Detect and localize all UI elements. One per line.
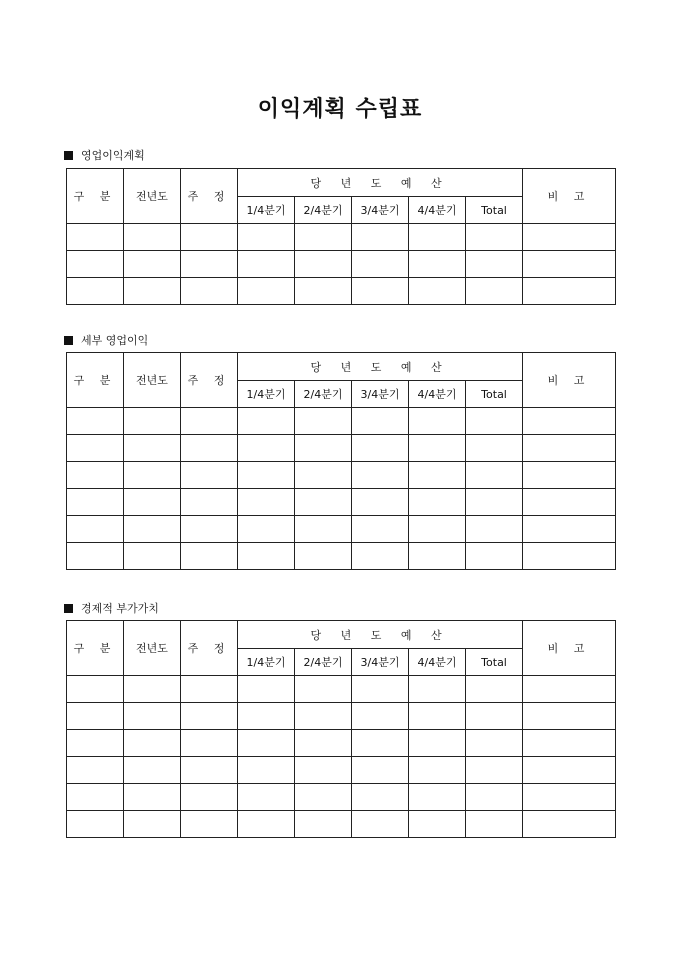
table-cell[interactable] [409,489,466,516]
section-title: 영업이익계획 [81,149,145,162]
table-cell[interactable] [352,676,409,703]
table-cell[interactable] [466,489,523,516]
table-cell[interactable] [466,435,523,462]
header-prev-year: 전년도 [124,621,181,676]
table-cell[interactable] [238,730,295,757]
table-cell[interactable] [523,224,616,251]
table-cell[interactable] [238,435,295,462]
table-cell[interactable] [67,703,124,730]
operating-profit-plan-table [66,168,616,305]
table-cell[interactable] [238,703,295,730]
table-cell[interactable] [124,435,181,462]
table-cell[interactable] [523,489,616,516]
table-cell[interactable] [67,730,124,757]
table-cell[interactable] [523,462,616,489]
table-row [67,516,616,543]
table-cell[interactable] [409,516,466,543]
table-cell[interactable] [67,811,124,838]
table-cell[interactable] [238,278,295,305]
header-estimate: 주 정 [181,353,238,408]
table-cell[interactable] [124,251,181,278]
table-cell[interactable] [295,278,352,305]
table-cell[interactable] [295,224,352,251]
table-cell[interactable] [466,224,523,251]
table-cell[interactable] [67,489,124,516]
table-cell[interactable] [124,730,181,757]
table-cell[interactable] [181,435,238,462]
table-cell[interactable] [181,489,238,516]
table-cell[interactable] [238,811,295,838]
table-cell[interactable] [466,408,523,435]
header-category: 구 분 [67,621,124,676]
table-cell[interactable] [295,516,352,543]
header-prev-year: 전년도 [124,169,181,224]
table-cell[interactable] [523,730,616,757]
header-total: Total [466,197,523,224]
table-cell[interactable] [466,543,523,570]
table-cell[interactable] [466,516,523,543]
table-cell[interactable] [466,676,523,703]
table-cell[interactable] [409,408,466,435]
table-cell[interactable] [352,489,409,516]
table-row [67,251,616,278]
table-row [67,676,616,703]
table-cell[interactable] [409,543,466,570]
table-cell[interactable] [124,676,181,703]
table-cell[interactable] [352,784,409,811]
table-row [67,462,616,489]
table-cell[interactable] [67,784,124,811]
header-q4: 4/4분기 [409,197,466,224]
table-cell[interactable] [352,703,409,730]
section-title: 경제적 부가가치 [81,602,159,615]
table-cell[interactable] [67,251,124,278]
table-cell[interactable] [352,278,409,305]
table-cell[interactable] [409,224,466,251]
table-cell[interactable] [67,757,124,784]
table-cell[interactable] [238,224,295,251]
table-cell[interactable] [181,543,238,570]
table-row [67,224,616,251]
square-bullet-icon [64,151,73,160]
section-label-operating-profit-plan [64,147,145,163]
table-cell[interactable] [295,408,352,435]
table-cell[interactable] [409,278,466,305]
table-cell[interactable] [295,462,352,489]
section-label-detailed-operating-profit [64,332,148,348]
header-q1: 1/4분기 [238,197,295,224]
table-cell[interactable] [352,516,409,543]
header-q3: 3/4분기 [352,381,409,408]
table-cell[interactable] [409,730,466,757]
table-cell[interactable] [181,757,238,784]
table-cell[interactable] [295,784,352,811]
table-cell[interactable] [181,811,238,838]
table-cell[interactable] [181,408,238,435]
table-cell[interactable] [295,757,352,784]
table-row [67,811,616,838]
header-q1: 1/4분기 [238,649,295,676]
table-cell[interactable] [124,543,181,570]
table-cell[interactable] [295,435,352,462]
header-category: 구 분 [67,169,124,224]
table-cell[interactable] [352,224,409,251]
header-q3: 3/4분기 [352,649,409,676]
table-cell[interactable] [523,811,616,838]
table-row [67,543,616,570]
table-cell[interactable] [409,676,466,703]
table-cell[interactable] [409,811,466,838]
header-q1: 1/4분기 [238,381,295,408]
table-cell[interactable] [523,703,616,730]
table-cell[interactable] [124,224,181,251]
table-cell[interactable] [523,516,616,543]
table-cell[interactable] [295,730,352,757]
table-cell[interactable] [409,462,466,489]
page-title: 이익계획 수립표 [257,97,423,122]
table-row [67,703,616,730]
table-cell[interactable] [67,435,124,462]
header-q2: 2/4분기 [295,197,352,224]
table-cell[interactable] [67,516,124,543]
table-cell[interactable] [238,757,295,784]
table-cell[interactable] [181,703,238,730]
square-bullet-icon [64,336,73,345]
table-cell[interactable] [238,543,295,570]
table-cell[interactable] [466,703,523,730]
table-cell[interactable] [238,462,295,489]
detailed-operating-profit-table [66,352,616,570]
table-cell[interactable] [238,251,295,278]
table-cell[interactable] [238,784,295,811]
table-cell[interactable] [523,435,616,462]
header-q2: 2/4분기 [295,649,352,676]
economic-value-added-table [66,620,616,838]
table-cell[interactable] [238,516,295,543]
header-current-year-budget: 당 년 도 예 산 [238,353,523,381]
table-cell[interactable] [409,703,466,730]
header-current-year-budget: 당 년 도 예 산 [238,621,523,649]
header-prev-year: 전년도 [124,353,181,408]
table-cell[interactable] [523,408,616,435]
table-cell[interactable] [124,703,181,730]
table-cell[interactable] [466,278,523,305]
table-cell[interactable] [466,784,523,811]
table-cell[interactable] [124,489,181,516]
header-total: Total [466,649,523,676]
table-cell[interactable] [295,543,352,570]
table-cell[interactable] [181,730,238,757]
table-cell[interactable] [523,543,616,570]
table-cell[interactable] [124,278,181,305]
table-cell[interactable] [124,757,181,784]
table-cell[interactable] [523,676,616,703]
table-cell[interactable] [67,224,124,251]
table-cell[interactable] [409,784,466,811]
table-cell[interactable] [352,730,409,757]
table-row [67,757,616,784]
header-q4: 4/4분기 [409,381,466,408]
table-cell[interactable] [181,278,238,305]
table-cell[interactable] [124,408,181,435]
table-cell[interactable] [352,811,409,838]
table-cell[interactable] [181,784,238,811]
table-row [67,408,616,435]
table-cell[interactable] [523,784,616,811]
table-row [67,730,616,757]
header-estimate: 주 정 [181,621,238,676]
table-cell[interactable] [295,811,352,838]
table-cell[interactable] [181,462,238,489]
table-cell[interactable] [181,224,238,251]
table-cell[interactable] [295,489,352,516]
table-cell[interactable] [409,251,466,278]
table-cell[interactable] [67,278,124,305]
header-category: 구 분 [67,353,124,408]
table-cell[interactable] [181,516,238,543]
table-cell[interactable] [181,676,238,703]
section-title: 세부 영업이익 [81,334,149,347]
table-cell[interactable] [67,462,124,489]
table-cell[interactable] [238,408,295,435]
table-row [67,278,616,305]
table-cell[interactable] [523,251,616,278]
table-cell[interactable] [466,462,523,489]
header-remarks: 비 고 [523,621,616,676]
table-cell[interactable] [523,757,616,784]
header-remarks: 비 고 [523,169,616,224]
table-cell[interactable] [124,811,181,838]
table-cell[interactable] [124,784,181,811]
table-cell[interactable] [238,489,295,516]
table-cell[interactable] [67,676,124,703]
table-cell[interactable] [466,757,523,784]
table-cell[interactable] [466,811,523,838]
table-cell[interactable] [67,408,124,435]
table-cell[interactable] [523,278,616,305]
table-cell[interactable] [352,251,409,278]
header-estimate: 주 정 [181,169,238,224]
table-row [67,435,616,462]
header-total: Total [466,381,523,408]
section-label-economic-value-added [64,600,159,616]
table-cell[interactable] [409,435,466,462]
table-cell[interactable] [466,251,523,278]
header-remarks: 비 고 [523,353,616,408]
table-cell[interactable] [352,408,409,435]
header-q3: 3/4분기 [352,197,409,224]
table-cell[interactable] [124,516,181,543]
table-cell[interactable] [238,676,295,703]
table-cell[interactable] [295,251,352,278]
table-row [67,784,616,811]
table-cell[interactable] [181,251,238,278]
table-cell[interactable] [466,730,523,757]
table-cell[interactable] [352,462,409,489]
table-cell[interactable] [124,462,181,489]
table-row [67,489,616,516]
table-cell[interactable] [67,543,124,570]
table-cell[interactable] [295,703,352,730]
header-current-year-budget: 당 년 도 예 산 [238,169,523,197]
header-q2: 2/4분기 [295,381,352,408]
header-q4: 4/4분기 [409,649,466,676]
table-cell[interactable] [352,543,409,570]
table-cell[interactable] [352,435,409,462]
table-cell[interactable] [409,757,466,784]
square-bullet-icon [64,604,73,613]
table-cell[interactable] [352,757,409,784]
table-cell[interactable] [295,676,352,703]
